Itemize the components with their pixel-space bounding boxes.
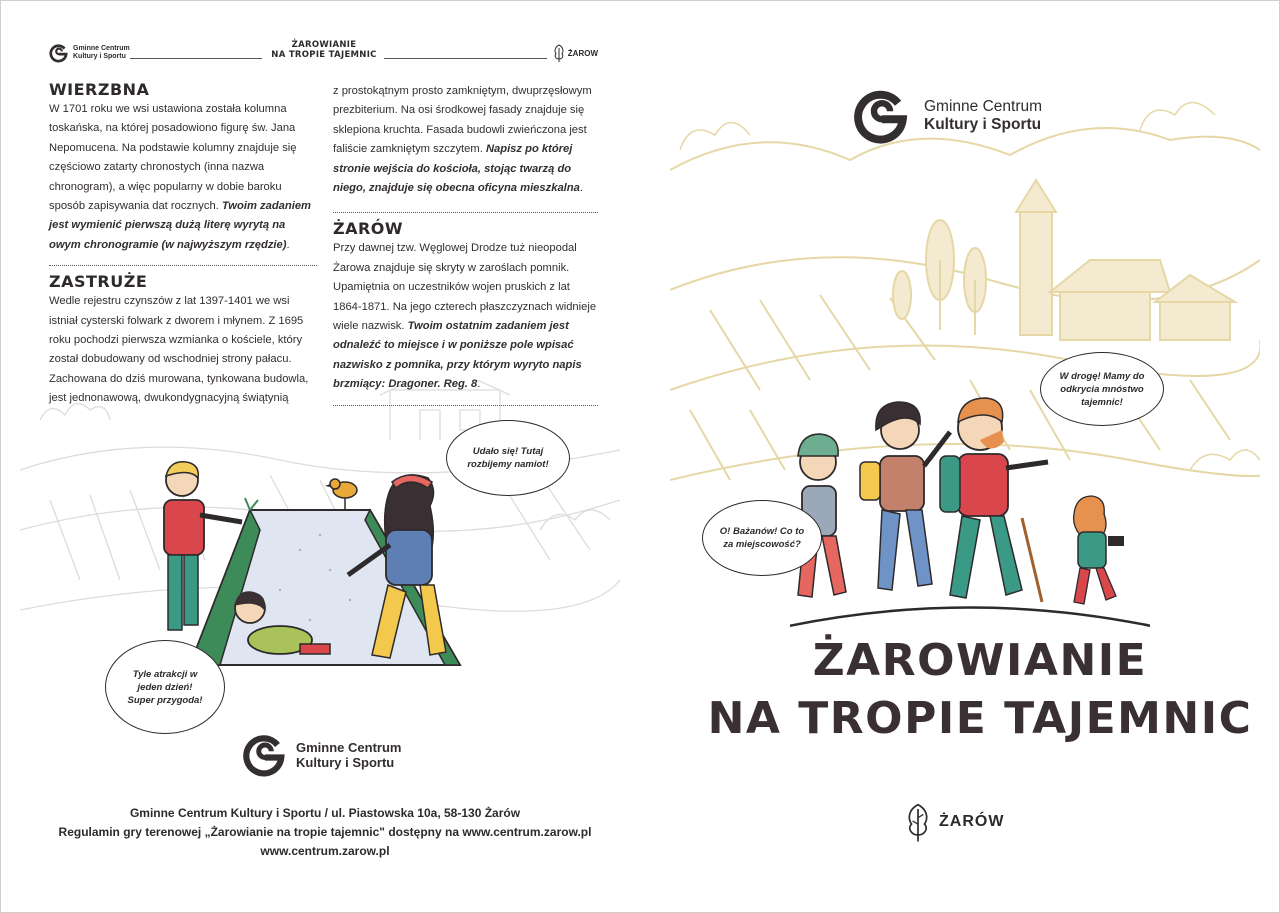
gcks-logo-icon: [240, 730, 290, 780]
zastruze-end: .: [579, 182, 583, 195]
footer-org-line1: Gminne Centrum: [296, 740, 402, 755]
header-title: [270, 40, 378, 60]
wierzbna-end: .: [286, 238, 290, 251]
bird-icon: [325, 479, 357, 510]
bubble-way: [1040, 352, 1164, 426]
zastruze-cont-body: z prostokątnym prosto zamkniętym, dwuprzęsłowym prezbiterium. Na osi środkowej fasady znajduje się sklepiona kruchta. Fasada budowli zwieńczona jest faliście zamkniętym szczytem.: [333, 85, 592, 156]
gcks-logo-icon: [850, 84, 914, 148]
header-town: [553, 44, 598, 62]
zarow-tree-icon: [905, 800, 931, 844]
bubble-pheasants-text: O! Bażanów! Co to za miejscowość?: [719, 526, 805, 550]
section-text-zarow: [333, 239, 598, 394]
zarow-task: Twoim ostatnim zadaniem jest odnaleźć to miejsce i w poniższe pole wpisać nazwisko z pomnika, przy którym wyryto napis brzmiący: Dragoner. Reg. 8: [333, 320, 582, 391]
section-text-zastruze-cont: [333, 82, 598, 198]
bubble-tent-text: Udało się! Tutaj rozbijemy namiot!: [467, 446, 549, 470]
section-title-wierzbna: WIERZBNA: [49, 80, 150, 99]
cover-title-line1: ŻAROWIANIE: [812, 635, 1148, 686]
footer-org-line2: Kultury i Sportu: [296, 755, 395, 770]
cover-town-label: ŻARÓW: [939, 813, 1005, 830]
section-text-zastruze: Wedle rejestru czynszów z lat 1397-1401 we wsi istniał cysterski folwark z dworem i młynem. Z 1695 roku pochodzi pierwsza wzmianka o kościele, który został dobudowany od wschodniej strony pałacu. Zachowana do dziś murowana, tynkowana budowla, jest jednonawową, dwukondygnacyjną świątynią: [49, 295, 309, 405]
header-org-line2: Kultury i Sportu: [73, 53, 126, 60]
footer-text: [40, 804, 610, 861]
cover-title-line2: NA TROPIE TAJEMNIC: [707, 693, 1253, 744]
camping-illustration: [150, 460, 480, 680]
cover-title: [700, 632, 1260, 748]
zarow-tree-icon: [553, 44, 565, 62]
footer-logo: [240, 730, 401, 780]
section-title-zarow: ŻARÓW: [333, 219, 404, 239]
divider-1: [49, 265, 317, 266]
header-title-line2: NA TROPIE TAJEMNIC: [271, 50, 377, 60]
header-rule-right: [384, 58, 547, 59]
gcks-logo-icon: [48, 42, 70, 64]
header-rule-left: [130, 58, 262, 59]
section-title-zastruze: ZASTRUŻE: [49, 272, 148, 292]
column-left: [49, 80, 317, 409]
zarow-body: Przy dawnej tzw. Węglowej Drodze tuż nieopodal Żarowa znajduje się skryty w zaroślach pomnik. Upamiętnia on uczestników wojen pruskich z lat 1864-1871. Na jego czterech płaszczyznach widnieje wiele nazwisk.: [333, 242, 597, 333]
cover-panel: [640, 0, 1280, 913]
footer-rules: Regulamin gry terenowej „Żarowianie na tropie tajemnic" dostępny na www.centrum.zarow.pl: [58, 825, 592, 839]
divider-3: [333, 405, 598, 406]
footer-url[interactable]: www.centrum.zarow.pl: [260, 844, 390, 858]
header-town-label: ŻAROW: [567, 48, 598, 58]
bubble-kids: [105, 640, 225, 734]
header-org-line1: Gminne Centrum: [73, 45, 130, 52]
section-text-wierzbna: [49, 100, 317, 255]
bubble-way-text: W drogę! Mamy do odkrycia mnóstwo tajemnic!: [1059, 370, 1145, 408]
zastruze-task: Napisz po której stronie wejścia do kościoła, stojąc twarzą do niego, znajduje się obecna oficyna mieszkalna: [333, 143, 580, 195]
cover-logo: [850, 84, 1042, 148]
header-title-line1: ŻAROWIANIE: [291, 40, 357, 50]
cover-town: [905, 800, 1004, 844]
hikers-illustration: [790, 390, 1150, 640]
bubble-kids-text: Tyle atrakcji w jeden dzień! Super przygoda!: [127, 668, 203, 706]
column-right: [333, 82, 598, 406]
header-strip: [48, 40, 598, 68]
zarow-end: .: [477, 378, 481, 391]
bubble-pheasants: [702, 500, 822, 576]
divider-2: [333, 212, 598, 213]
header-logo: [48, 42, 130, 64]
cover-org-line1: Gminne Centrum: [924, 98, 1043, 115]
cover-org-line2: Kultury i Sportu: [924, 116, 1042, 133]
wierzbna-body: W 1701 roku we wsi ustawiona została kolumna toskańska, na której posadowiono figurę św. Jana Nepomucena. Na podstawie kolumny znajduje się częściowo zatarty chronostych (inna nazwa chronogram), a więc popularny w dobie baroku sposób zapisywania dat rocznych.: [49, 103, 297, 213]
bubble-tent: [446, 420, 570, 496]
wierzbna-task: Twoim zadaniem jest wymienić pierwszą dużą literę wyrytą na owym chronogramie (w najwyższym rzędzie): [49, 200, 311, 251]
footer-address: Gminne Centrum Kultury i Sportu / ul. Piastowska 10a, 58-130 Żarów: [129, 806, 521, 820]
